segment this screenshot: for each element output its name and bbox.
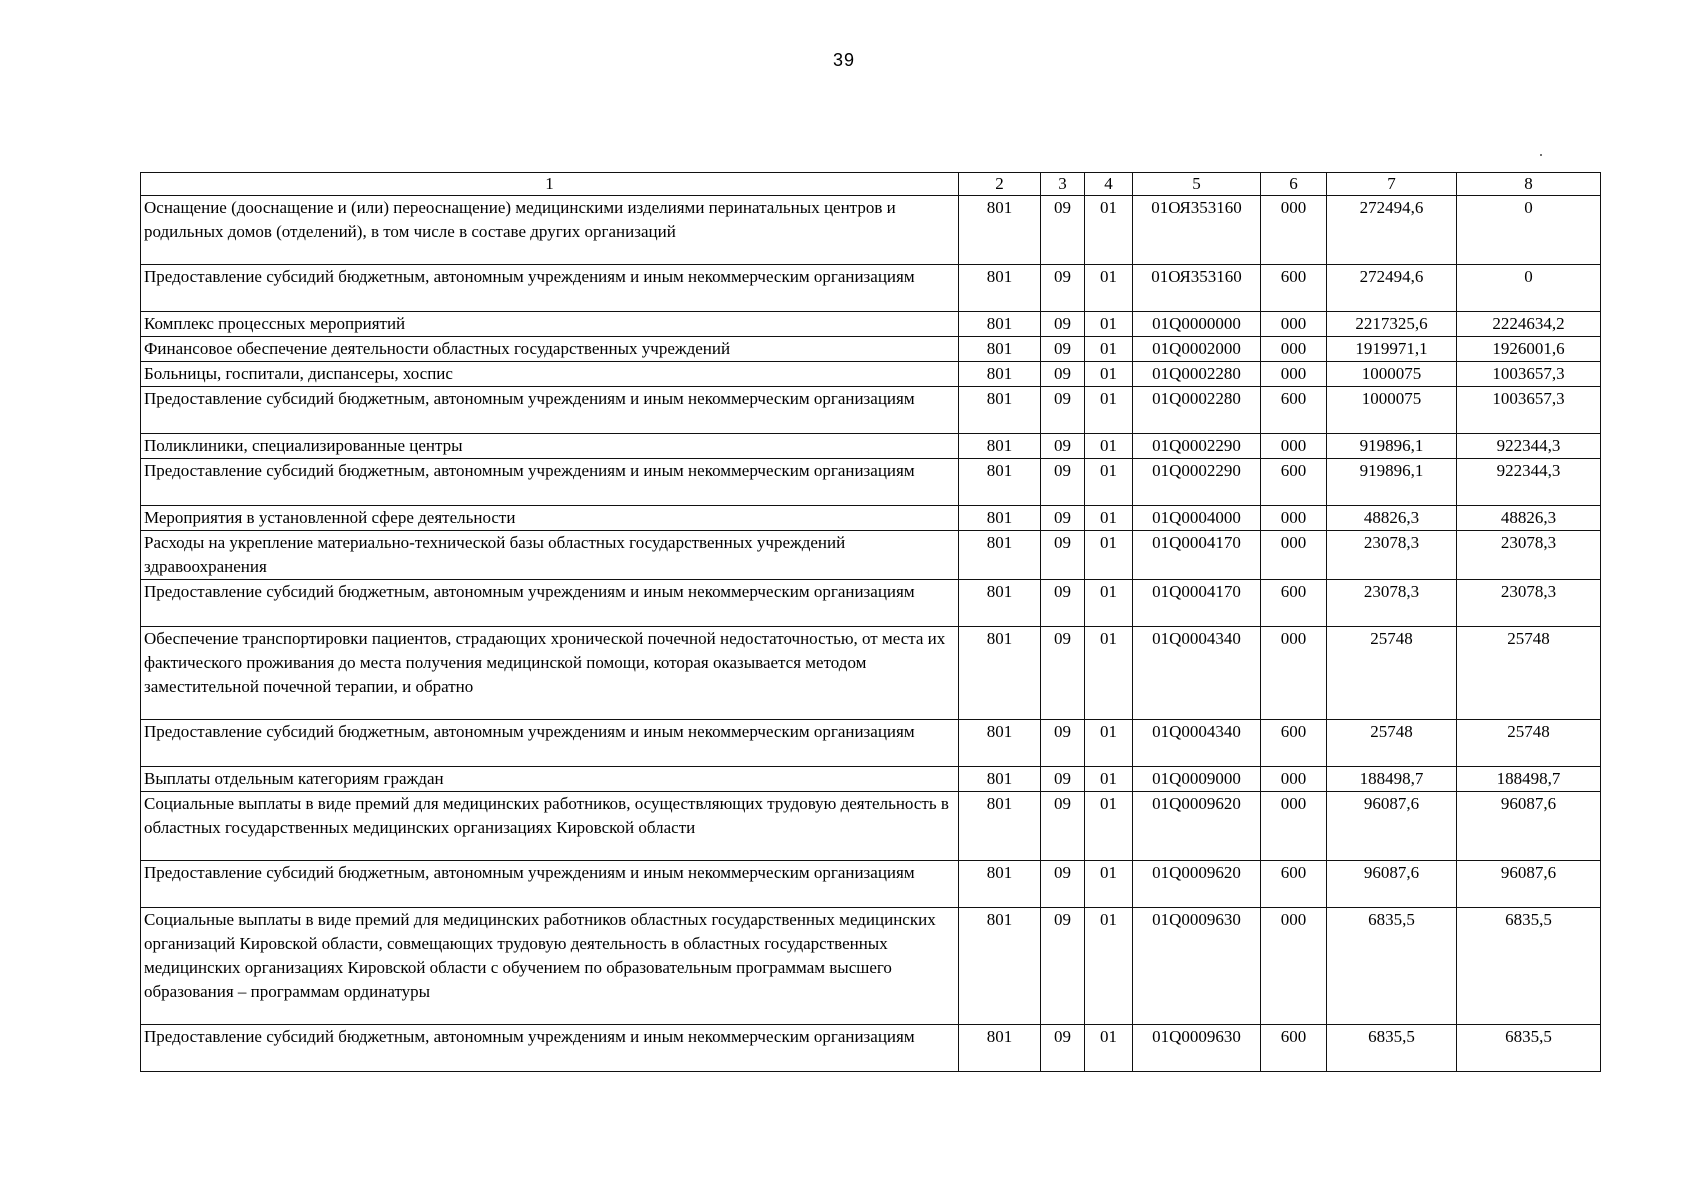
row-col-4: 01 bbox=[1085, 1025, 1133, 1072]
row-name: Социальные выплаты в виде премий для медицинских работников, осуществляющих трудовую деятельность в областных государственных медицинских организациях Кировской области bbox=[141, 792, 959, 861]
row-col-4: 01 bbox=[1085, 459, 1133, 506]
table-row bbox=[141, 434, 1601, 459]
row-col-3: 09 bbox=[1041, 767, 1085, 792]
row-target-code: 01Q0009620 bbox=[1133, 861, 1261, 908]
row-amount-col-8: 1926001,6 bbox=[1457, 337, 1601, 362]
table-row bbox=[141, 506, 1601, 531]
row-amount-col-8: 25748 bbox=[1457, 720, 1601, 767]
row-col-4: 01 bbox=[1085, 908, 1133, 1025]
row-amount-col-7: 272494,6 bbox=[1327, 196, 1457, 265]
column-header-1: 1 bbox=[141, 173, 959, 196]
row-col-3: 09 bbox=[1041, 506, 1085, 531]
row-amount-col-8: 2224634,2 bbox=[1457, 312, 1601, 337]
row-amount-col-8: 922344,3 bbox=[1457, 434, 1601, 459]
row-name: Мероприятия в установленной сфере деятельности bbox=[141, 506, 959, 531]
row-col-4: 01 bbox=[1085, 792, 1133, 861]
row-name: Оснащение (дооснащение и (или) переоснащение) медицинскими изделиями перинатальных центров и родильных домов (отделений), в том числе в составе других организаций bbox=[141, 196, 959, 265]
table-row bbox=[141, 196, 1601, 265]
row-amount-col-8: 23078,3 bbox=[1457, 580, 1601, 627]
row-target-code: 01Q0002290 bbox=[1133, 434, 1261, 459]
row-col-2: 801 bbox=[959, 792, 1041, 861]
row-amount-col-7: 48826,3 bbox=[1327, 506, 1457, 531]
row-target-code: 01Q0009630 bbox=[1133, 1025, 1261, 1072]
row-col-3: 09 bbox=[1041, 434, 1085, 459]
row-name: Обеспечение транспортировки пациентов, страдающих хронической почечной недостаточностью, от места их фактического проживания до места получения медицинской помощи, которая оказывается методом заместительной почечной терапии, и обратно bbox=[141, 627, 959, 720]
column-header-6: 6 bbox=[1261, 173, 1327, 196]
row-amount-col-7: 6835,5 bbox=[1327, 1025, 1457, 1072]
row-amount-col-8: 96087,6 bbox=[1457, 861, 1601, 908]
row-col-6: 000 bbox=[1261, 337, 1327, 362]
table-header-row bbox=[141, 173, 1601, 196]
row-amount-col-7: 188498,7 bbox=[1327, 767, 1457, 792]
row-col-4: 01 bbox=[1085, 362, 1133, 387]
row-amount-col-7: 23078,3 bbox=[1327, 531, 1457, 580]
row-col-4: 01 bbox=[1085, 312, 1133, 337]
row-amount-col-8: 1003657,3 bbox=[1457, 362, 1601, 387]
row-name: Предоставление субсидий бюджетным, автономным учреждениям и иным некоммерческим организациям bbox=[141, 459, 959, 506]
row-col-6: 600 bbox=[1261, 1025, 1327, 1072]
table-row bbox=[141, 459, 1601, 506]
row-target-code: 01Q0004340 bbox=[1133, 627, 1261, 720]
row-col-4: 01 bbox=[1085, 506, 1133, 531]
row-col-2: 801 bbox=[959, 337, 1041, 362]
column-header-7: 7 bbox=[1327, 173, 1457, 196]
row-col-4: 01 bbox=[1085, 531, 1133, 580]
row-col-2: 801 bbox=[959, 861, 1041, 908]
table-row bbox=[141, 1025, 1601, 1072]
row-col-3: 09 bbox=[1041, 531, 1085, 580]
row-col-6: 000 bbox=[1261, 506, 1327, 531]
table-row bbox=[141, 337, 1601, 362]
row-col-3: 09 bbox=[1041, 362, 1085, 387]
row-col-2: 801 bbox=[959, 531, 1041, 580]
row-col-2: 801 bbox=[959, 265, 1041, 312]
row-target-code: 01Q0004170 bbox=[1133, 531, 1261, 580]
row-amount-col-7: 919896,1 bbox=[1327, 459, 1457, 506]
table-row bbox=[141, 627, 1601, 720]
row-target-code: 01Q0002280 bbox=[1133, 387, 1261, 434]
row-col-4: 01 bbox=[1085, 265, 1133, 312]
row-target-code: 01Q0002290 bbox=[1133, 459, 1261, 506]
row-col-2: 801 bbox=[959, 434, 1041, 459]
table-row bbox=[141, 792, 1601, 861]
row-col-3: 09 bbox=[1041, 337, 1085, 362]
row-col-3: 09 bbox=[1041, 459, 1085, 506]
row-amount-col-8: 23078,3 bbox=[1457, 531, 1601, 580]
row-col-4: 01 bbox=[1085, 387, 1133, 434]
row-name: Предоставление субсидий бюджетным, автономным учреждениям и иным некоммерческим организациям bbox=[141, 265, 959, 312]
row-name: Предоставление субсидий бюджетным, автономным учреждениям и иным некоммерческим организациям bbox=[141, 720, 959, 767]
row-name: Выплаты отдельным категориям граждан bbox=[141, 767, 959, 792]
table-body bbox=[141, 196, 1601, 1072]
row-col-4: 01 bbox=[1085, 580, 1133, 627]
row-amount-col-7: 1000075 bbox=[1327, 362, 1457, 387]
row-name: Больницы, госпитали, диспансеры, хоспис bbox=[141, 362, 959, 387]
scan-artifact-dot bbox=[1540, 154, 1542, 156]
row-col-6: 600 bbox=[1261, 580, 1327, 627]
row-col-3: 09 bbox=[1041, 265, 1085, 312]
row-target-code: 01Q0000000 bbox=[1133, 312, 1261, 337]
row-amount-col-8: 6835,5 bbox=[1457, 1025, 1601, 1072]
table-row bbox=[141, 767, 1601, 792]
row-col-6: 000 bbox=[1261, 434, 1327, 459]
row-target-code: 01Q0004000 bbox=[1133, 506, 1261, 531]
budget-table bbox=[140, 172, 1601, 1072]
row-amount-col-7: 25748 bbox=[1327, 627, 1457, 720]
row-col-4: 01 bbox=[1085, 627, 1133, 720]
table-row bbox=[141, 362, 1601, 387]
row-col-6: 600 bbox=[1261, 265, 1327, 312]
row-target-code: 01ОЯ353160 bbox=[1133, 196, 1261, 265]
row-target-code: 01Q0002280 bbox=[1133, 362, 1261, 387]
row-col-6: 000 bbox=[1261, 312, 1327, 337]
row-col-2: 801 bbox=[959, 312, 1041, 337]
table-row bbox=[141, 720, 1601, 767]
row-col-6: 600 bbox=[1261, 387, 1327, 434]
table-row bbox=[141, 861, 1601, 908]
row-col-6: 600 bbox=[1261, 459, 1327, 506]
row-amount-col-8: 188498,7 bbox=[1457, 767, 1601, 792]
page-number: 39 bbox=[832, 50, 856, 70]
row-amount-col-8: 1003657,3 bbox=[1457, 387, 1601, 434]
row-target-code: 01Q0009000 bbox=[1133, 767, 1261, 792]
row-col-6: 000 bbox=[1261, 531, 1327, 580]
row-target-code: 01Q0004170 bbox=[1133, 580, 1261, 627]
row-name: Предоставление субсидий бюджетным, автономным учреждениям и иным некоммерческим организациям bbox=[141, 1025, 959, 1072]
row-col-4: 01 bbox=[1085, 861, 1133, 908]
table-row bbox=[141, 312, 1601, 337]
row-amount-col-7: 919896,1 bbox=[1327, 434, 1457, 459]
table-row bbox=[141, 265, 1601, 312]
row-target-code: 01Q0002000 bbox=[1133, 337, 1261, 362]
row-name: Расходы на укрепление материально-технической базы областных государственных учреждений здравоохранения bbox=[141, 531, 959, 580]
row-name: Предоставление субсидий бюджетным, автономным учреждениям и иным некоммерческим организациям bbox=[141, 580, 959, 627]
row-col-6: 000 bbox=[1261, 792, 1327, 861]
row-amount-col-8: 0 bbox=[1457, 265, 1601, 312]
table-row bbox=[141, 531, 1601, 580]
row-col-2: 801 bbox=[959, 908, 1041, 1025]
row-name: Комплекс процессных мероприятий bbox=[141, 312, 959, 337]
row-amount-col-8: 0 bbox=[1457, 196, 1601, 265]
table-row bbox=[141, 908, 1601, 1025]
row-name: Социальные выплаты в виде премий для медицинских работников областных государственных медицинских организаций Кировской области, совмещающих трудовую деятельность в областных государственных медицинских организациях Кировской области с обучением по образовательным программам высшего образования – программам ординатуры bbox=[141, 908, 959, 1025]
row-col-3: 09 bbox=[1041, 720, 1085, 767]
row-col-2: 801 bbox=[959, 767, 1041, 792]
row-amount-col-7: 272494,6 bbox=[1327, 265, 1457, 312]
row-amount-col-7: 1000075 bbox=[1327, 387, 1457, 434]
row-col-6: 000 bbox=[1261, 767, 1327, 792]
row-name: Финансовое обеспечение деятельности областных государственных учреждений bbox=[141, 337, 959, 362]
column-header-5: 5 bbox=[1133, 173, 1261, 196]
table-row bbox=[141, 580, 1601, 627]
row-col-6: 600 bbox=[1261, 720, 1327, 767]
row-col-3: 09 bbox=[1041, 1025, 1085, 1072]
row-target-code: 01ОЯ353160 bbox=[1133, 265, 1261, 312]
column-header-2: 2 bbox=[959, 173, 1041, 196]
row-amount-col-7: 25748 bbox=[1327, 720, 1457, 767]
row-col-2: 801 bbox=[959, 387, 1041, 434]
table-row bbox=[141, 387, 1601, 434]
row-col-4: 01 bbox=[1085, 434, 1133, 459]
row-amount-col-8: 96087,6 bbox=[1457, 792, 1601, 861]
row-col-2: 801 bbox=[959, 459, 1041, 506]
row-col-3: 09 bbox=[1041, 580, 1085, 627]
row-amount-col-8: 922344,3 bbox=[1457, 459, 1601, 506]
row-col-6: 000 bbox=[1261, 196, 1327, 265]
row-name: Предоставление субсидий бюджетным, автономным учреждениям и иным некоммерческим организациям bbox=[141, 387, 959, 434]
row-col-4: 01 bbox=[1085, 767, 1133, 792]
row-target-code: 01Q0004340 bbox=[1133, 720, 1261, 767]
row-amount-col-7: 6835,5 bbox=[1327, 908, 1457, 1025]
column-header-4: 4 bbox=[1085, 173, 1133, 196]
row-amount-col-7: 96087,6 bbox=[1327, 792, 1457, 861]
row-target-code: 01Q0009630 bbox=[1133, 908, 1261, 1025]
row-col-3: 09 bbox=[1041, 792, 1085, 861]
row-col-4: 01 bbox=[1085, 196, 1133, 265]
row-name: Предоставление субсидий бюджетным, автономным учреждениям и иным некоммерческим организациям bbox=[141, 861, 959, 908]
row-amount-col-7: 1919971,1 bbox=[1327, 337, 1457, 362]
row-amount-col-7: 2217325,6 bbox=[1327, 312, 1457, 337]
row-col-2: 801 bbox=[959, 196, 1041, 265]
column-header-3: 3 bbox=[1041, 173, 1085, 196]
row-amount-col-8: 48826,3 bbox=[1457, 506, 1601, 531]
row-col-2: 801 bbox=[959, 506, 1041, 531]
row-col-2: 801 bbox=[959, 627, 1041, 720]
row-col-6: 000 bbox=[1261, 908, 1327, 1025]
row-col-4: 01 bbox=[1085, 720, 1133, 767]
row-col-2: 801 bbox=[959, 720, 1041, 767]
row-col-2: 801 bbox=[959, 580, 1041, 627]
row-col-6: 600 bbox=[1261, 861, 1327, 908]
row-col-2: 801 bbox=[959, 362, 1041, 387]
row-col-6: 000 bbox=[1261, 362, 1327, 387]
row-col-2: 801 bbox=[959, 1025, 1041, 1072]
row-col-3: 09 bbox=[1041, 312, 1085, 337]
row-name: Поликлиники, специализированные центры bbox=[141, 434, 959, 459]
row-amount-col-7: 23078,3 bbox=[1327, 580, 1457, 627]
row-amount-col-8: 25748 bbox=[1457, 627, 1601, 720]
column-header-8: 8 bbox=[1457, 173, 1601, 196]
row-target-code: 01Q0009620 bbox=[1133, 792, 1261, 861]
row-col-3: 09 bbox=[1041, 861, 1085, 908]
row-amount-col-8: 6835,5 bbox=[1457, 908, 1601, 1025]
row-col-3: 09 bbox=[1041, 196, 1085, 265]
row-col-3: 09 bbox=[1041, 908, 1085, 1025]
row-col-3: 09 bbox=[1041, 627, 1085, 720]
row-col-4: 01 bbox=[1085, 337, 1133, 362]
row-col-6: 000 bbox=[1261, 627, 1327, 720]
row-col-3: 09 bbox=[1041, 387, 1085, 434]
row-amount-col-7: 96087,6 bbox=[1327, 861, 1457, 908]
